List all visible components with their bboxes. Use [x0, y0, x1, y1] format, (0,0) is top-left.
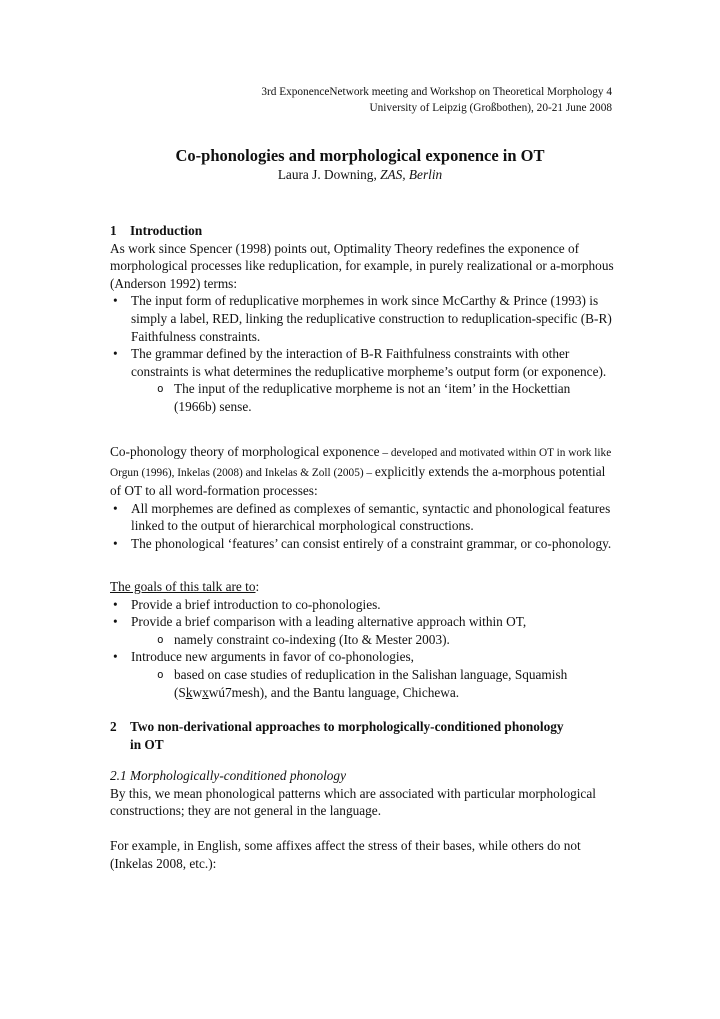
section-2-number: 2 — [110, 719, 117, 734]
bullet-icon: • — [113, 500, 118, 516]
sub-list-item — [110, 380, 615, 415]
cophonology-text-c: explicitly extends the a-morphous potential of OT to all word-formation processes: — [110, 463, 606, 499]
author-affiliation: ZAS, Berlin — [380, 167, 443, 182]
bullet-icon: • — [113, 614, 118, 630]
intro-paragraph: As work since Spencer (1998) points out, Optimality Theory redefines the exponence of morphological processes like reduplication, for example, in purely realizational or a-morphous (Anderson 1992) terms: — [110, 240, 614, 291]
cophonology-bullet-list — [110, 500, 615, 553]
subsection-2-1 — [110, 767, 615, 820]
paragraph: By this, we mean phonological patterns which are associated with particular morphological constructions; they are not general in the language. — [110, 785, 596, 819]
section-1 — [110, 222, 615, 416]
section-2-title-line-2: in OT — [130, 736, 164, 752]
section-1-heading — [110, 222, 615, 240]
section-1-number: 1 — [110, 223, 117, 238]
list-item-text: The input form of reduplicative morphemes in work since McCarthy & Prince (1993) is simply a label, RED, linking the reduplicative construction to reduplication-specific (B-R) Faithfulness constraints. — [131, 293, 612, 344]
list-item-text: The grammar defined by the interaction of B-R Faithfulness constraints with other constraints is what determines the reduplicative morpheme’s output form (or exponence). — [131, 346, 607, 379]
bullet-icon: • — [113, 596, 118, 612]
goals-label — [110, 578, 615, 596]
goals-label-colon: : — [255, 579, 260, 594]
circle-bullet-icon: o — [157, 382, 164, 396]
squamish-text-b: wú7mesh), and the Bantu language, Chichewa. — [208, 684, 460, 700]
circle-bullet-icon: o — [157, 632, 164, 646]
squamish-text-a: based on case studies of reduplication in the Salishan language, Squamish (S — [174, 666, 568, 700]
squamish-k: k — [185, 684, 193, 700]
circle-bullet-icon: o — [157, 667, 164, 681]
sub-list-item — [110, 631, 615, 649]
section-2 — [110, 718, 615, 753]
list-item-text: Provide a brief comparison with a leading alternative approach within OT, — [131, 614, 527, 630]
sub-list-item — [110, 666, 615, 701]
subsection-2-1-heading: 2.1 Morphologically-conditioned phonology — [110, 768, 346, 783]
list-item — [110, 345, 615, 380]
conference-header — [261, 84, 612, 116]
intro-bullet-list — [110, 292, 615, 415]
paper-title: Co-phonologies and morphological exponence in OT — [175, 146, 545, 165]
author-name: Laura J. Downing, — [277, 167, 381, 182]
sub-list-item-text — [174, 667, 567, 700]
squamish-x: x — [202, 684, 209, 700]
cophonology-text-a: Co-phonology theory of morphological exponence — [110, 444, 380, 459]
sub-list-item-text: The input of the reduplicative morpheme is not an ‘item’ in the Hockettian (1966b) sense. — [174, 381, 571, 414]
list-item — [110, 500, 615, 535]
goals-label-text: The goals of this talk are to — [110, 579, 256, 594]
list-item — [110, 648, 615, 666]
section-1-title: Introduction — [130, 223, 203, 238]
list-item — [110, 613, 615, 631]
header-line-1: 3rd ExponenceNetwork meeting and Workshop on Theoretical Morphology 4 — [261, 86, 612, 98]
sub-list-item-text: namely constraint co-indexing (Ito & Mester 2003). — [174, 631, 450, 647]
header-line-2: University of Leipzig (Großbothen), 20-21 June 2008 — [369, 102, 612, 114]
list-item-text: All morphemes are defined as complexes of semantic, syntactic and phonological features linked to the output of hierarchical morphological constructions. — [131, 500, 611, 534]
list-item — [110, 292, 615, 345]
bullet-icon: • — [113, 346, 118, 362]
bullet-icon: • — [113, 535, 118, 551]
section-2-title-line-1: Two non-derivational approaches to morphologically-conditioned phonology — [130, 719, 564, 734]
bullet-icon: • — [113, 293, 118, 309]
cophonology-paragraph — [110, 443, 615, 500]
list-item-text: Provide a brief introduction to co-phonologies. — [131, 596, 381, 612]
list-item — [110, 596, 615, 614]
section-2-heading — [110, 718, 615, 753]
list-item-text: The phonological ‘features’ can consist entirely of a constraint grammar, or co-phonology. — [131, 535, 612, 551]
section-2-title — [130, 718, 564, 753]
list-item-text: Introduce new arguments in favor of co-phonologies, — [131, 649, 414, 665]
cophonology-block — [110, 443, 615, 553]
author-line — [0, 167, 720, 183]
list-item — [110, 535, 615, 553]
bullet-icon: • — [113, 649, 118, 665]
paragraph: For example, in English, some affixes affect the stress of their bases, while others do not (Inkelas 2008, etc.): — [110, 838, 581, 871]
cophonology-text-b: – developed and motivated within OT in work like Orgun (1996), Inkelas (2008) and Inkelas & Zoll (2005) – — [110, 447, 612, 479]
goals-block — [110, 578, 615, 701]
goals-list — [110, 596, 615, 702]
english-example-block — [110, 837, 615, 872]
squamish-w: w — [192, 684, 203, 700]
